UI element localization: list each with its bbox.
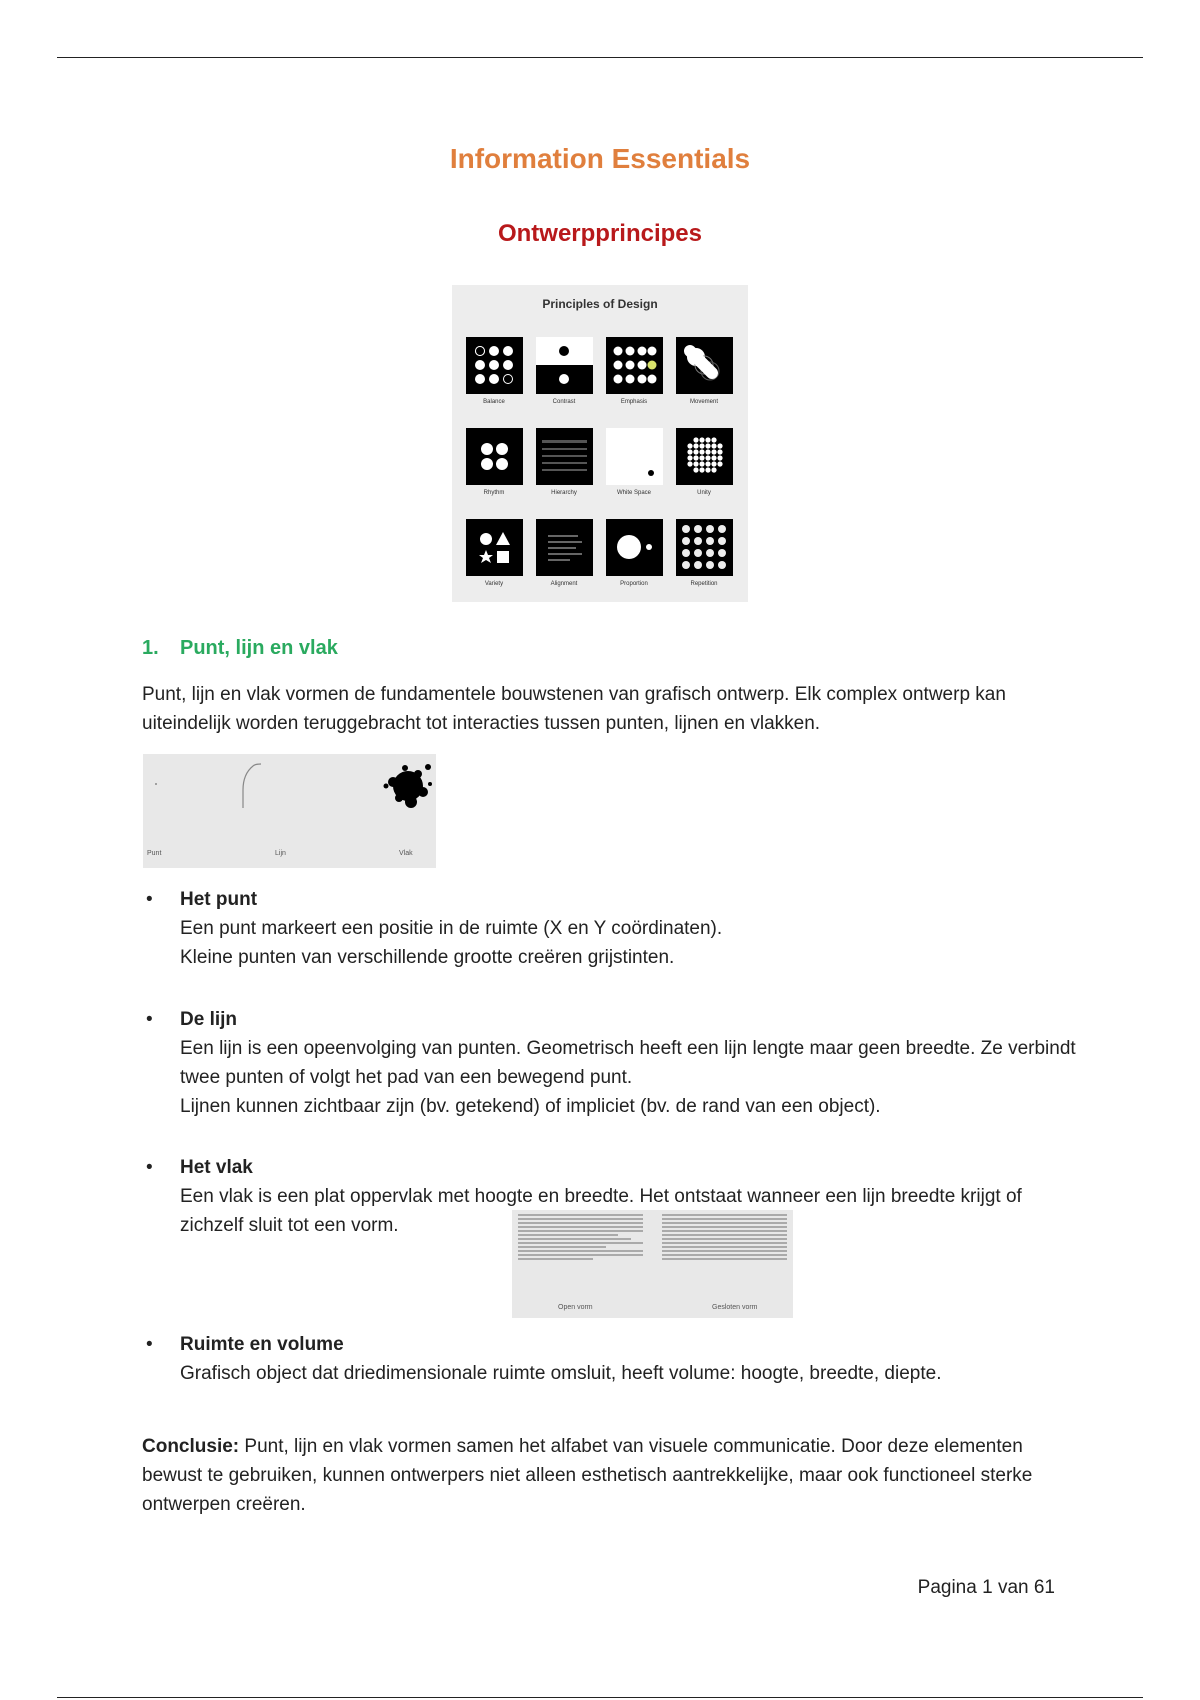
contrast-icon bbox=[536, 337, 593, 394]
balance-icon bbox=[466, 337, 523, 394]
tile-label: White Space bbox=[616, 490, 652, 496]
section-heading-text: Punt, lijn en vlak bbox=[180, 637, 338, 659]
point-shape bbox=[155, 783, 157, 785]
conclusion bbox=[142, 1432, 1062, 1519]
section-heading bbox=[142, 637, 338, 660]
section-number: 1. bbox=[142, 637, 159, 659]
punt-lijn-vlak-figure bbox=[143, 754, 436, 868]
principles-of-design-figure bbox=[452, 285, 748, 602]
emphasis-icon bbox=[606, 337, 663, 394]
bullet-title: Het vlak bbox=[180, 1157, 253, 1178]
figure-label: Punt bbox=[147, 850, 162, 857]
rhythm-icon bbox=[466, 428, 523, 485]
conclusion-label: Conclusie: bbox=[142, 1436, 240, 1457]
bullet-dot: • bbox=[146, 889, 153, 910]
bullet-line: Een punt markeert een positie in de ruimte (X en Y coördinaten). bbox=[180, 918, 723, 939]
tile-label: Variety bbox=[484, 581, 504, 587]
section-intro: Punt, lijn en vlak vormen de fundamentele bouwstenen van grafisch ontwerp. Elk complex ontwerp kan uiteindelijk worden teruggebracht tot interacties tussen punten, lijnen en vlakken. bbox=[142, 684, 1006, 734]
bullet-line: Kleine punten van verschillende grootte creëren grijstinten. bbox=[180, 947, 675, 968]
figure-label: Vlak bbox=[399, 850, 413, 857]
tile-label: Rhythm bbox=[483, 490, 505, 496]
tile-label: Proportion bbox=[620, 581, 648, 587]
tile-label: Repetition bbox=[690, 581, 718, 587]
bullet-title: Het punt bbox=[180, 889, 258, 910]
bullet-line: Grafisch object dat driedimensionale ruimte omsluit, heeft volume: hoogte, breedte, diepte. bbox=[180, 1363, 942, 1384]
tile-label: Unity bbox=[697, 490, 711, 496]
tile-label: Contrast bbox=[552, 399, 576, 405]
tile-label: Alignment bbox=[550, 581, 578, 587]
bullet-ruimte-en-volume bbox=[146, 1330, 1080, 1388]
figure-label: Lijn bbox=[275, 850, 286, 857]
white-space-icon bbox=[606, 428, 663, 485]
repetition-icon bbox=[676, 519, 733, 576]
bullet-title: Ruimte en volume bbox=[180, 1334, 344, 1355]
page-number: Pagina 1 van 61 bbox=[917, 1577, 1055, 1598]
bullet-dot: • bbox=[146, 1334, 153, 1355]
top-rule bbox=[57, 57, 1143, 58]
bullet-title: De lijn bbox=[180, 1009, 238, 1030]
unity-icon bbox=[676, 428, 733, 485]
figure-label: Open vorm bbox=[558, 1304, 593, 1311]
figure-label: Gesloten vorm bbox=[712, 1304, 758, 1311]
bullet-het-punt bbox=[146, 885, 1080, 972]
splat-shape bbox=[384, 764, 433, 808]
line-shape bbox=[243, 764, 261, 808]
tile-label: Emphasis bbox=[620, 399, 648, 405]
hierarchy-icon bbox=[536, 428, 593, 485]
open-gesloten-vorm-figure bbox=[512, 1210, 793, 1318]
conclusion-text: Punt, lijn en vlak vormen samen het alfabet van visuele communicatie. Door deze elementen bewust te gebruiken, kunnen ontwerpers niet alleen esthetisch aantrekkelijke, maar ook functioneel sterke ontwerpen creëren. bbox=[142, 1436, 1033, 1515]
figure-title: Principles of Design bbox=[542, 297, 658, 311]
bullet-dot: • bbox=[146, 1009, 153, 1030]
bullet-line: Een lijn is een opeenvolging van punten. Geometrisch heeft een lijn lengte maar geen breedte. Ze verbindt twee punten of volgt het pad van een bewegend punt. bbox=[180, 1038, 1076, 1088]
movement-icon bbox=[676, 337, 733, 394]
bottom-rule bbox=[57, 1697, 1143, 1698]
tile-label: Balance bbox=[483, 399, 505, 405]
bullet-line: Een vlak is een plat oppervlak met hoogte en breedte. Het ontstaat wanneer een lijn breedte krijgt of zichzelf sluit tot een vorm. bbox=[180, 1186, 1022, 1236]
text-block-gesloten bbox=[662, 1214, 787, 1294]
proportion-icon bbox=[606, 519, 663, 576]
bullet-de-lijn bbox=[146, 1005, 1080, 1121]
tile-label: Hierarchy bbox=[551, 490, 577, 496]
tile-label: Movement bbox=[689, 399, 718, 405]
variety-icon bbox=[466, 519, 523, 576]
document-title: Information Essentials bbox=[449, 143, 751, 174]
text-block-open bbox=[518, 1214, 643, 1294]
bullet-line: Lijnen kunnen zichtbaar zijn (bv. getekend) of impliciet (bv. de rand van een object). bbox=[180, 1096, 881, 1117]
alignment-icon bbox=[536, 519, 593, 576]
document-subtitle: Ontwerpprincipes bbox=[497, 220, 703, 247]
bullet-dot: • bbox=[146, 1157, 153, 1178]
